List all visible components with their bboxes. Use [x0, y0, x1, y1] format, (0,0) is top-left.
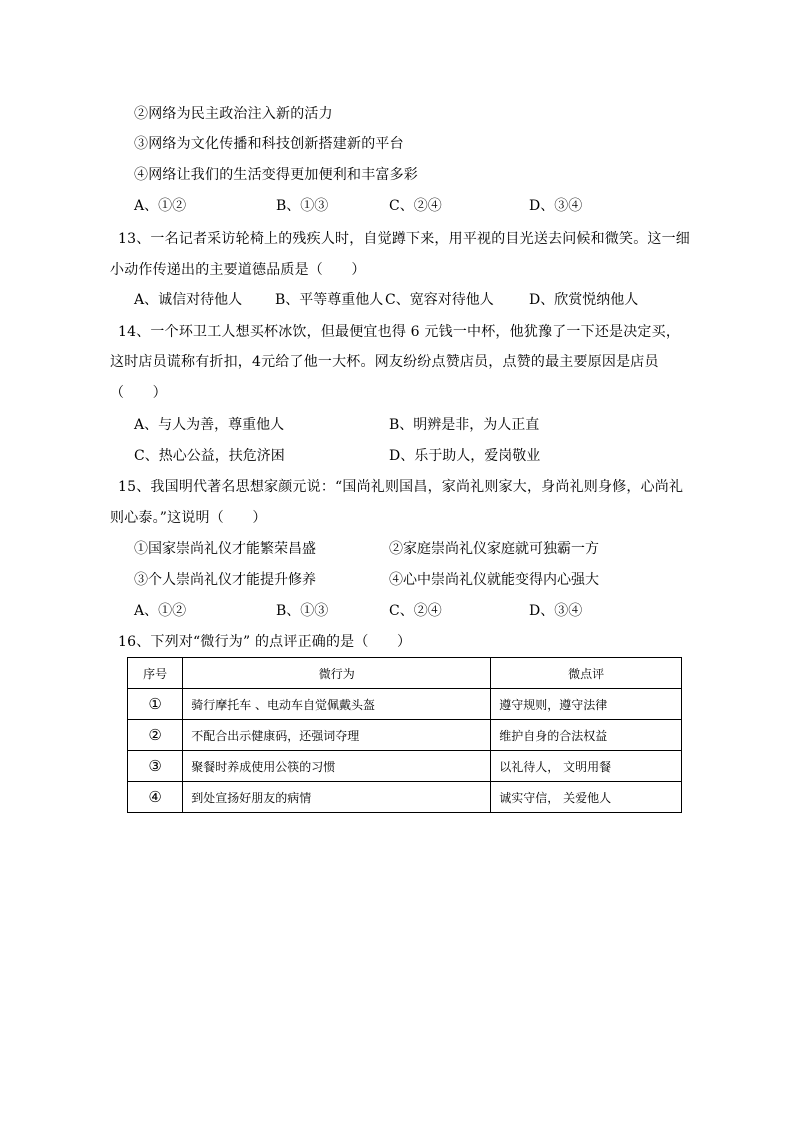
q13-option-d: D、欣赏悦纳他人 [529, 292, 639, 308]
q12-option-b: B、①③ [276, 198, 329, 214]
q14-stem-line2: 这时店员谎称有折扣，4元给了他一大杯。网友纷纷点赞店员，点赞的最主要原因是店员 [110, 354, 659, 370]
q14-stem-line3: （ ） [110, 385, 167, 401]
row-comment: 诚实守信， 关爱他人 [491, 782, 682, 813]
q15-statement-3: ③个人崇尚礼仪才能提升修养 [134, 572, 316, 588]
q13-stem-line2: 小动作传递出的主要道德品质是（ ） [110, 262, 366, 278]
row-behavior: 不配合出示健康码，还强词夺理 [183, 720, 491, 751]
q14-option-c: C、热心公益，扶危济困 [134, 448, 285, 464]
row-number: ② [128, 720, 183, 751]
statement-2: ②网络为民主政治注入新的活力 [134, 106, 333, 122]
row-number: ④ [128, 782, 183, 813]
q15-option-a: A、①② [134, 603, 187, 619]
header-comment: 微点评 [491, 658, 682, 689]
q12-option-c: C、②④ [389, 198, 442, 214]
q12-option-a: A、①② [134, 198, 187, 214]
q14-option-a: A、与人为善，尊重他人 [134, 417, 285, 433]
row-comment: 维护自身的合法权益 [491, 720, 682, 751]
q14-option-d: D、乐于助人，爱岗敬业 [389, 448, 541, 464]
table-row [128, 751, 682, 782]
table-header-row [128, 658, 682, 689]
q15-option-c: C、②④ [389, 603, 442, 619]
table-row [128, 720, 682, 751]
header-number: 序号 [128, 658, 183, 689]
q15-stem-line1: 15、我国明代著名思想家颜元说：“国尚礼则国昌，家尚礼则家大，身尚礼则身修，心尚礼 [118, 479, 684, 495]
q14-option-b: B、明辨是非，为人正直 [389, 417, 540, 433]
row-comment: 以礼待人， 文明用餐 [491, 751, 682, 782]
q15-stem-line2: 则心泰。”这说明（ ） [110, 510, 267, 526]
q13-option-b: B、平等尊重他人 [275, 292, 384, 308]
q15-statement-1: ①国家崇尚礼仪才能繁荣昌盛 [134, 541, 316, 557]
row-behavior: 骑行摩托车 、电动车自觉佩戴头盔 [183, 689, 491, 720]
row-behavior: 聚餐时养成使用公筷的习惯 [183, 751, 491, 782]
row-number: ① [128, 689, 183, 720]
table-row [128, 689, 682, 720]
q12-option-d: D、③④ [529, 198, 583, 214]
q14-stem-line1: 14、一个环卫工人想买杯冰饮，但最便宜也得 6 元钱一中杯，他犹豫了一下还是决定买， [118, 324, 681, 340]
row-number: ③ [128, 751, 183, 782]
statement-4: ④网络让我们的生活变得更加便利和丰富多彩 [134, 167, 418, 183]
q13-option-a: A、诚信对待他人 [134, 292, 243, 308]
q16-stem: 16、下列对“微行为” 的点评正确的是（ ） [118, 634, 412, 650]
q13-stem-line1: 13、一名记者采访轮椅上的残疾人时，自觉蹲下来，用平视的目光送去问候和微笑。这一细 [118, 231, 691, 247]
q15-option-d: D、③④ [529, 603, 583, 619]
row-comment: 遵守规则，遵守法律 [491, 689, 682, 720]
q13-option-c: C、宽容对待他人 [385, 292, 494, 308]
header-behavior: 微行为 [183, 658, 491, 689]
row-behavior: 到处宣扬好朋友的病情 [183, 782, 491, 813]
statement-3: ③网络为文化传播和科技创新搭建新的平台 [134, 136, 404, 152]
q15-option-b: B、①③ [276, 603, 329, 619]
table-row [128, 782, 682, 813]
q15-statement-4: ④心中崇尚礼仪就能变得内心强大 [389, 572, 599, 588]
q15-statement-2: ②家庭崇尚礼仪家庭就可独霸一方 [389, 541, 599, 557]
micro-behavior-table [127, 657, 682, 813]
